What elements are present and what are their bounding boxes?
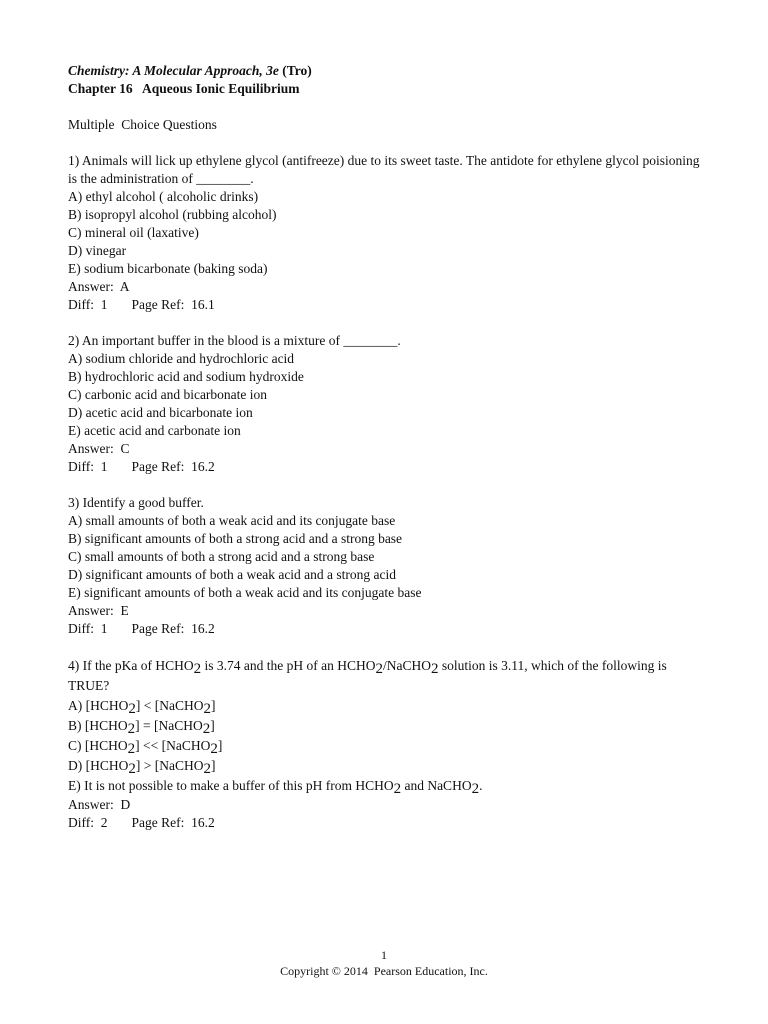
page-ref: Page Ref: 16.2 xyxy=(131,815,215,830)
diff-line xyxy=(68,620,708,638)
diff-line xyxy=(68,296,708,314)
option: B) isopropyl alcohol (rubbing alcohol) xyxy=(68,207,277,222)
difficulty: Diff: 1 xyxy=(68,621,108,636)
option: E) It is not possible to make a buffer of this pH from HCHO2 and NaCHO2. xyxy=(68,778,483,797)
copyright-notice: Copyright © 2014 Pearson Education, Inc. xyxy=(280,964,488,978)
option: D) acetic acid and bicarbonate ion xyxy=(68,405,253,420)
option: A) ethyl alcohol ( alcoholic drinks) xyxy=(68,189,259,204)
diff-line xyxy=(68,458,708,476)
option: A) small amounts of both a weak acid and its conjugate base xyxy=(68,513,396,528)
option: D) significant amounts of both a weak acid and a strong acid xyxy=(68,567,397,582)
page-ref: Page Ref: 16.2 xyxy=(131,621,215,636)
option: A) sodium chloride and hydrochloric acid xyxy=(68,351,295,366)
option: B) significant amounts of both a strong acid and a strong base xyxy=(68,531,403,546)
question-4 xyxy=(68,656,708,832)
option: E) sodium bicarbonate (baking soda) xyxy=(68,261,268,276)
section-title: Multiple Choice Questions xyxy=(68,117,217,132)
option: E) significant amounts of both a weak acid and its conjugate base xyxy=(68,585,422,600)
page-ref: Page Ref: 16.2 xyxy=(131,459,215,474)
option: D) vinegar xyxy=(68,243,127,258)
question-2 xyxy=(68,332,708,476)
header-title-line xyxy=(68,62,708,80)
chapter-title: Chapter 16 Aqueous Ionic Equilibrium xyxy=(68,81,300,96)
answer: Answer: A xyxy=(68,279,130,294)
option: C) mineral oil (laxative) xyxy=(68,225,199,240)
option: E) acetic acid and carbonate ion xyxy=(68,423,241,438)
difficulty: Diff: 1 xyxy=(68,459,108,474)
question-stem: 3) Identify a good buffer. xyxy=(68,495,204,510)
option: C) small amounts of both a strong acid and a strong base xyxy=(68,549,375,564)
option: C) [HCHO2] << [NaCHO2] xyxy=(68,738,223,757)
book-author: (Tro) xyxy=(282,63,312,78)
difficulty: Diff: 2 xyxy=(68,815,108,830)
option: B) hydrochloric acid and sodium hydroxide xyxy=(68,369,304,384)
page-ref: Page Ref: 16.1 xyxy=(131,297,215,312)
document-body xyxy=(68,62,708,832)
option: A) [HCHO2] < [NaCHO2] xyxy=(68,698,216,717)
question-stem: 4) If the pKa of HCHO2 is 3.74 and the pH of an HCHO2/NaCHO2 solution is 3.11, which of the following is TRUE? xyxy=(68,658,667,693)
diff-line xyxy=(68,814,708,832)
option: B) [HCHO2] = [NaCHO2] xyxy=(68,718,215,737)
option: C) carbonic acid and bicarbonate ion xyxy=(68,387,268,402)
option: D) [HCHO2] > [NaCHO2] xyxy=(68,758,216,777)
question-1 xyxy=(68,152,708,314)
difficulty: Diff: 1 xyxy=(68,297,108,312)
question-stem: 1) Animals will lick up ethylene glycol (antifreeze) due to its sweet taste. The antidote for ethylene glycol poisioning is the administration of ________. xyxy=(68,153,700,186)
book-title: Chemistry: A Molecular Approach, 3e xyxy=(68,63,279,78)
answer: Answer: D xyxy=(68,797,131,812)
question-stem: 2) An important buffer in the blood is a mixture of ________. xyxy=(68,333,401,348)
page-number: 1 xyxy=(381,948,387,962)
question-3 xyxy=(68,494,708,638)
answer: Answer: C xyxy=(68,441,130,456)
answer: Answer: E xyxy=(68,603,129,618)
